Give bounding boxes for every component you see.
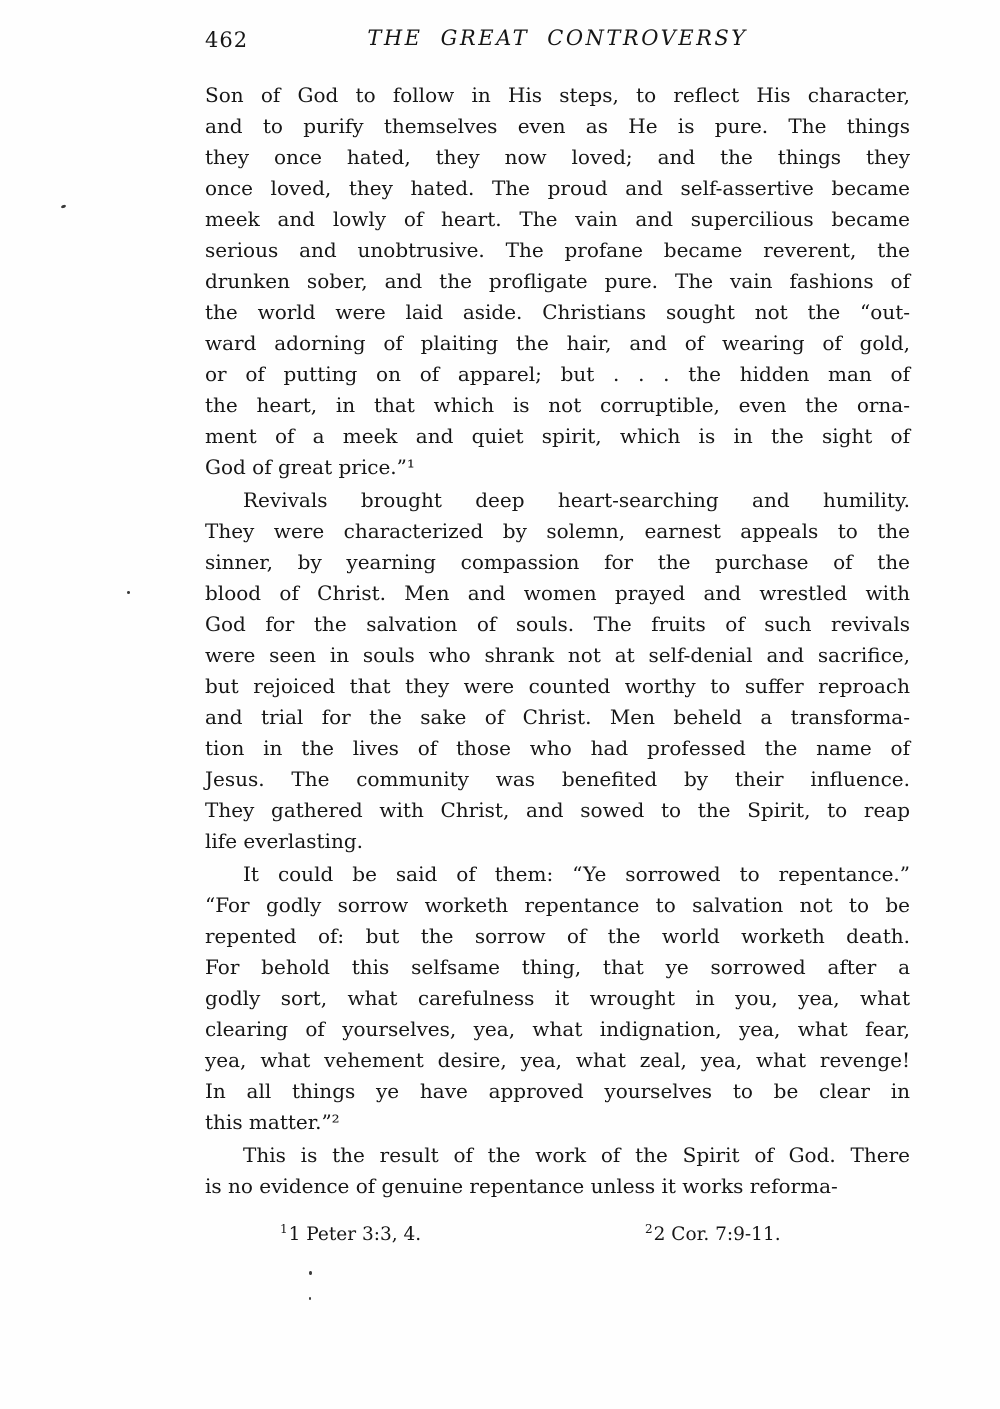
text-line: They were characterized by solemn, earnest appeals to the (205, 519, 910, 543)
text-line: yea, what vehement desire, yea, what zeal, yea, what revenge! (205, 1048, 910, 1072)
text-line: godly sort, what carefulness it wrought in you, yea, what (205, 986, 910, 1010)
text-line: but rejoiced that they were counted worthy to suffer reproach (205, 674, 910, 698)
text-line: “For godly sorrow worketh repentance to salvation not to be (205, 893, 910, 917)
text-line: It could be said of them: “Ye sorrowed to repentance.” (243, 862, 910, 886)
paragraph (205, 485, 910, 857)
scan-artifact (309, 1271, 312, 1275)
text-line: meek and lowly of heart. The vain and supercilious became (205, 207, 910, 231)
text-line: drunken sober, and the profligate pure. The vain fashions of (205, 269, 910, 293)
running-title: THE GREAT CONTROVERSY (367, 26, 748, 50)
footnote-1-text: 1 Peter 3:3, 4. (288, 1224, 422, 1245)
text-line: ward adorning of plaiting the hair, and of wearing of gold, (205, 331, 910, 355)
footnote-2 (645, 1221, 781, 1245)
text-line: tion in the lives of those who had professed the name of (205, 736, 910, 760)
text-line: For behold this selfsame thing, that ye sorrowed after a (205, 955, 910, 979)
text-line: the world were laid aside. Christians sought not the “out- (205, 300, 910, 324)
text-line: were seen in souls who shrank not at self-denial and sacrifice, (205, 643, 910, 667)
scan-artifact (61, 204, 67, 209)
text-line: God for the salvation of souls. The fruits of such revivals (205, 612, 910, 636)
text-line: ment of a meek and quiet spirit, which is in the sight of (205, 424, 910, 448)
scan-artifact (309, 1297, 311, 1300)
text-line: life everlasting. (205, 829, 363, 853)
text-line: this matter.”² (205, 1110, 340, 1134)
footnotes (205, 1221, 910, 1254)
scan-artifact (127, 591, 130, 594)
footnote-2-text: 2 Cor. 7:9-11. (653, 1224, 781, 1245)
text-line: Son of God to follow in His steps, to reflect His character, (205, 83, 910, 107)
text-line: They gathered with Christ, and sowed to the Spirit, to reap (205, 798, 910, 822)
text-line: the heart, in that which is not corruptible, even the orna- (205, 393, 910, 417)
text-line: and to purify themselves even as He is pure. The things (205, 114, 910, 138)
running-head (205, 26, 910, 56)
paragraph (205, 1140, 910, 1202)
text-line: clearing of yourselves, yea, what indignation, yea, what fear, (205, 1017, 910, 1041)
text-line: once loved, they hated. The proud and self-assertive became (205, 176, 910, 200)
text-line: serious and unobtrusive. The profane became reverent, the (205, 238, 910, 262)
paragraph (205, 80, 910, 483)
footnote-1-marker: 1 (280, 1221, 288, 1236)
text-line: Jesus. The community was benefited by their influence. (205, 767, 910, 791)
page-body (205, 80, 910, 1204)
text-line: and trial for the sake of Christ. Men beheld a transforma- (205, 705, 910, 729)
text-line: they once hated, they now loved; and the things they (205, 145, 910, 169)
text-line: is no evidence of genuine repentance unless it works reforma- (205, 1174, 838, 1198)
footnote-1 (280, 1221, 422, 1245)
text-line: God of great price.”¹ (205, 455, 415, 479)
text-line: or of putting on of apparel; but . . . the hidden man of (205, 362, 910, 386)
text-line: sinner, by yearning compassion for the purchase of the (205, 550, 910, 574)
text-line: blood of Christ. Men and women prayed and wrestled with (205, 581, 910, 605)
footnote-2-marker: 2 (645, 1221, 653, 1236)
text-line: Revivals brought deep heart-searching and humility. (243, 488, 910, 512)
text-line: In all things ye have approved yourselves to be clear in (205, 1079, 910, 1103)
text-line: This is the result of the work of the Spirit of God. There (243, 1143, 910, 1167)
text-line: repented of: but the sorrow of the world worketh death. (205, 924, 910, 948)
paragraph (205, 859, 910, 1138)
page-number: 462 (205, 28, 249, 52)
